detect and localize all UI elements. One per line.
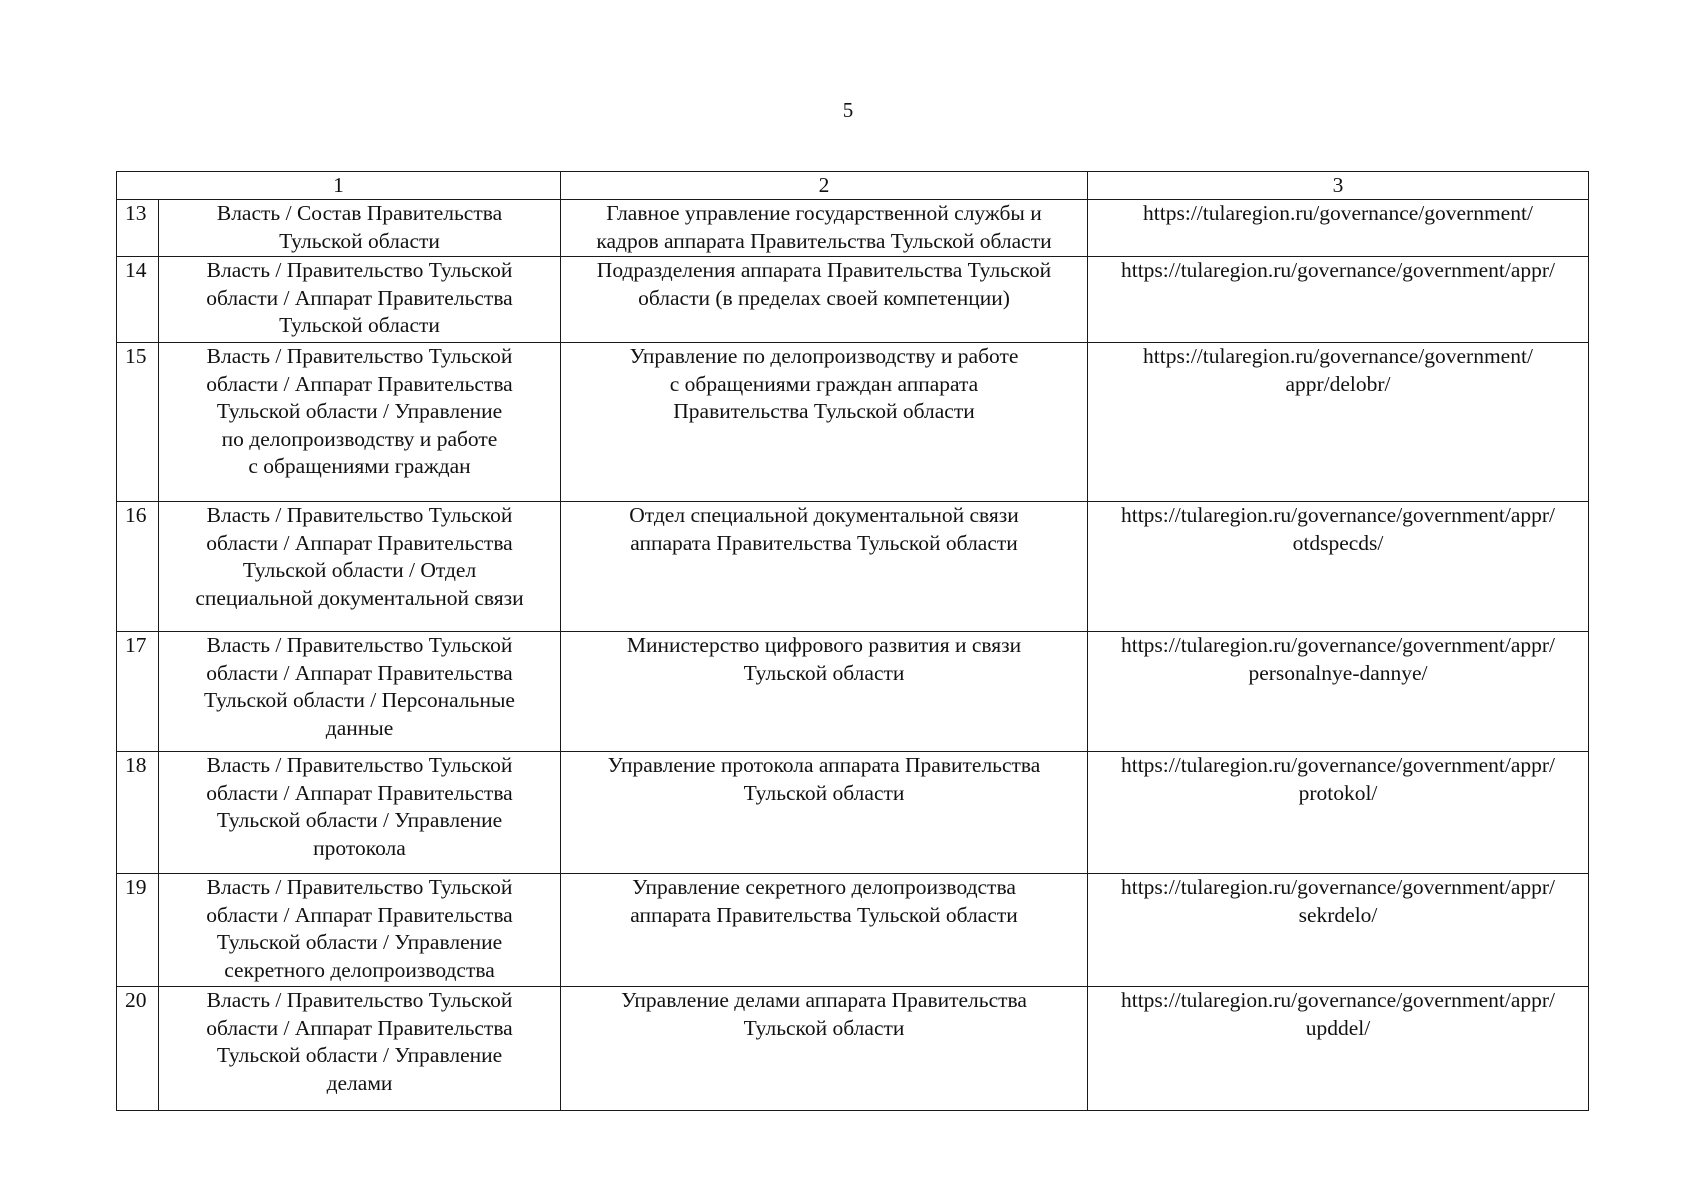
page-url[interactable]: https://tularegion.ru/governance/government/appr/ protokol/ [1088, 752, 1589, 874]
page-url[interactable]: https://tularegion.ru/governance/government/ appr/delobr/ [1088, 343, 1589, 502]
department: Отдел специальной документальной связи аппарата Правительства Тульской области [561, 502, 1088, 632]
department: Главное управление государственной службы и кадров аппарата Правительства Тульской области [561, 200, 1088, 257]
department: Управление секретного делопроизводства аппарата Правительства Тульской области [561, 874, 1088, 987]
page-url[interactable]: https://tularegion.ru/governance/government/appr/ [1088, 257, 1589, 343]
section-path: Власть / Правительство Тульской области / Аппарат Правительства Тульской области / Управление протокола [159, 752, 561, 874]
table-row [117, 874, 1589, 987]
section-path: Власть / Правительство Тульской области / Аппарат Правительства Тульской области [159, 257, 561, 343]
table-row [117, 987, 1589, 1111]
page-number: 5 [842, 98, 854, 122]
table-row [117, 632, 1589, 752]
section-path: Власть / Правительство Тульской области / Аппарат Правительства Тульской области / Персональные данные [159, 632, 561, 752]
department: Управление протокола аппарата Правительства Тульской области [561, 752, 1088, 874]
page-url[interactable]: https://tularegion.ru/governance/government/appr/ upddel/ [1088, 987, 1589, 1111]
row-number: 18 [117, 752, 159, 874]
section-path: Власть / Правительство Тульской области / Аппарат Правительства Тульской области / Управление по делопроизводству и работе с обращениями граждан [159, 343, 561, 502]
section-path: Власть / Правительство Тульской области / Аппарат Правительства Тульской области / Управление делами [159, 987, 561, 1111]
row-number: 14 [117, 257, 159, 343]
page-url[interactable]: https://tularegion.ru/governance/government/ [1088, 200, 1589, 257]
section-path: Власть / Состав Правительства Тульской области [159, 200, 561, 257]
row-number: 16 [117, 502, 159, 632]
table-row [117, 502, 1589, 632]
page-url[interactable]: https://tularegion.ru/governance/government/appr/ sekrdelo/ [1088, 874, 1589, 987]
row-number: 19 [117, 874, 159, 987]
table-row [117, 752, 1589, 874]
header-col-1: 1 [117, 172, 561, 200]
table-row [117, 257, 1589, 343]
table-row [117, 200, 1589, 257]
document-table [116, 171, 1589, 1111]
header-col-3: 3 [1088, 172, 1589, 200]
row-number: 15 [117, 343, 159, 502]
department: Подразделения аппарата Правительства Тульской области (в пределах своей компетенции) [561, 257, 1088, 343]
table-header-row [117, 172, 1589, 200]
department: Управление по делопроизводству и работе с обращениями граждан аппарата Правительства Тульской области [561, 343, 1088, 502]
department: Министерство цифрового развития и связи Тульской области [561, 632, 1088, 752]
page-url[interactable]: https://tularegion.ru/governance/government/appr/ personalnye-dannye/ [1088, 632, 1589, 752]
row-number: 20 [117, 987, 159, 1111]
row-number: 17 [117, 632, 159, 752]
section-path: Власть / Правительство Тульской области / Аппарат Правительства Тульской области / Отдел специальной документальной связи [159, 502, 561, 632]
table-row [117, 343, 1589, 502]
page-url[interactable]: https://tularegion.ru/governance/government/appr/ otdspecds/ [1088, 502, 1589, 632]
department: Управление делами аппарата Правительства Тульской области [561, 987, 1088, 1111]
header-col-2: 2 [561, 172, 1088, 200]
section-path: Власть / Правительство Тульской области / Аппарат Правительства Тульской области / Управление секретного делопроизводства [159, 874, 561, 987]
row-number: 13 [117, 200, 159, 257]
